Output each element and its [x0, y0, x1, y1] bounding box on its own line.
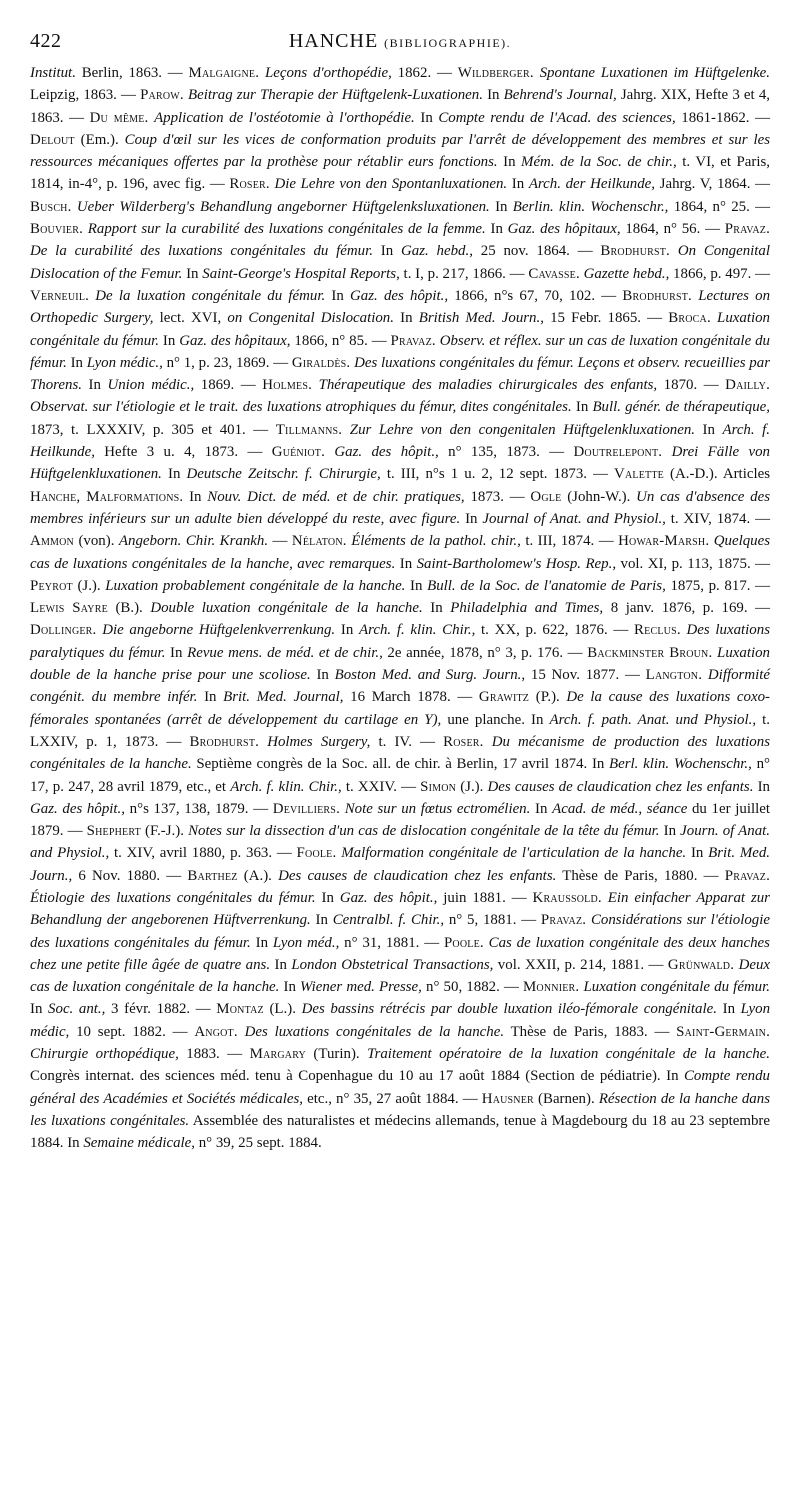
citation-text: In	[497, 154, 522, 171]
page-number: 422	[30, 30, 62, 52]
italic-title-text: Rapport sur la curabilité des luxations congénitales de la femme.	[87, 221, 486, 238]
italic-title-text: Zur Lehre von den congenitalen Hüftgelenkluxationen.	[349, 421, 695, 438]
citation-text: Thèse de Paris, 1880. —	[556, 867, 725, 884]
citation-text: juin 1881. —	[437, 889, 533, 906]
italic-title-text: Lectures on Orthopedic Surgery,	[30, 287, 771, 327]
citation-text: Congrès internat. des sciences méd. tenu à Copenhague du 10 au 17 août 1884 (Section de pédiatrie). In	[30, 1068, 684, 1085]
author-name: Barthez	[187, 867, 238, 884]
italic-title-text: Coup d'œil sur les vices de conformation produits par l'arrêt de développement des membres et sur les ressources mécaniques offertes par la prothèse pour rétablir eurs fonctions.	[30, 131, 770, 171]
italic-title-text: Holmes Surgery,	[267, 733, 371, 750]
italic-title-text: Bull. génér. de thérapeutique,	[592, 399, 770, 416]
citation-text: In	[335, 622, 359, 639]
author-name: Valette	[614, 466, 664, 483]
citation-text	[662, 444, 671, 460]
page-header	[30, 22, 770, 62]
citation-text: 1866, n° 85. —	[290, 332, 391, 349]
citation-text: Assemblée des naturalistes et médecins allemands, tenue à Magdebourg du 18 au 23 septembre 1884. In	[30, 1112, 770, 1152]
citation-text: 1862. —	[391, 65, 458, 81]
author-name: Foole.	[296, 845, 337, 862]
citation-text: une planche. In	[441, 711, 550, 728]
author-name: Malgaigne.	[188, 65, 260, 81]
italic-title-text: Ueber Wilderberg's Behandlung angeborner Hüftgelenksluxationen.	[76, 198, 490, 215]
citation-text: In	[250, 934, 273, 951]
italic-title-text: Arch. der Heilkunde,	[528, 176, 656, 193]
author-name: Cavasse.	[528, 265, 580, 282]
italic-title-text: Deux cas de luxation congénitale de la hanche.	[30, 956, 771, 996]
italic-title-text: Des luxations congénitales de la hanche.	[244, 1023, 505, 1040]
italic-title-text: Éléments de la pathol. chir.,	[351, 533, 521, 550]
citation-text: In	[66, 354, 87, 371]
citation-text: In	[485, 221, 508, 238]
author-name: Nélaton.	[291, 533, 347, 550]
citation-text: In	[460, 510, 483, 527]
citation-text: 1870. —	[657, 377, 726, 394]
italic-title-text: Un cas d'absence des membres inférieurs sur un adulte bien développé du reste, avec figure.	[30, 488, 770, 527]
italic-title-text: Ein einfacher Apparat zur Behandlung der angeborenen Hüftverrenkung.	[30, 889, 770, 929]
italic-title-text: Mém. de la Soc. de chir.,	[521, 154, 677, 171]
italic-title-text: Nouv. Dict. de méd. et de chir. pratiques,	[207, 488, 465, 505]
italic-title-text: Union médic.,	[107, 377, 195, 394]
italic-title-text: Journal of Anat. and Physiol.,	[482, 510, 666, 527]
citation-text: 10 sept. 1882. —	[69, 1023, 195, 1040]
author-name: Busch.	[30, 198, 72, 215]
citation-text: In	[422, 600, 451, 617]
citation-text: (von).	[73, 533, 119, 550]
italic-title-text: Bull. de la Soc. de l'anatomie de Paris,	[427, 577, 666, 594]
citation-text: 16 March 1878. —	[343, 689, 479, 706]
author-name: Reclus.	[634, 622, 681, 639]
italic-title-text: Compte rendu de l'Acad. des sciences,	[438, 109, 676, 126]
running-head-subtitle: (BIBLIOGRAPHIE).	[384, 36, 512, 50]
citation-text: In	[395, 555, 417, 572]
citation-text: 15 Febr. 1865. —	[543, 310, 669, 327]
citation-text: t. XXIV. —	[341, 778, 421, 795]
citation-text: (A.).	[237, 867, 279, 884]
citation-text: In	[197, 689, 224, 706]
citation-text: 1866, n°s 67, 70, 102. —	[448, 287, 623, 304]
citation-text: t. IV. —	[370, 733, 444, 750]
author-name: Broca.	[668, 310, 711, 327]
citation-text: In	[489, 198, 513, 215]
author-name: Guéniot.	[271, 444, 326, 461]
citation-text: 1861-1862. —	[675, 109, 770, 126]
italic-title-text: Des causes de claudication chez les enfants.	[487, 778, 754, 795]
italic-title-text: Luxation double de la hanche prise pour une scoliose.	[30, 644, 770, 684]
citation-text: (B.).	[107, 600, 151, 617]
citation-text: In	[372, 243, 402, 260]
citation-text: etc., n° 35, 27 août 1884. —	[303, 1090, 482, 1107]
italic-title-text: Gaz. des hôpitaux,	[179, 332, 291, 349]
citation-text: 8 janv. 1876, p. 169. —	[603, 600, 771, 617]
italic-title-text: Application de l'ostéotomie à l'orthopédie.	[154, 109, 415, 126]
citation-text: Berlin, 1863. —	[75, 65, 189, 81]
citation-text: Septième congrès de la Soc. all. de chir. à Berlin, 17 avril 1874. In	[191, 756, 610, 773]
citation-text	[342, 422, 350, 438]
author-name: Brodhurst.	[622, 287, 692, 304]
citation-text: t. XIV, 1874. —	[665, 510, 770, 527]
italic-title-text: London Obstetrical Transactions,	[291, 956, 494, 973]
italic-title-text: Angeborn. Chir. Krankh.	[118, 533, 269, 550]
italic-title-text: Semaine médicale,	[83, 1135, 195, 1152]
author-name: Dollinger.	[30, 622, 97, 639]
italic-title-text: Difformité congénit. du membre infér.	[30, 667, 770, 706]
citation-text: t. LXXIV, p. 1, 1873. —	[30, 711, 770, 750]
italic-title-text: Gaz. des hôpit.,	[30, 800, 125, 817]
citation-text: 1883. —	[178, 1046, 250, 1063]
citation-text: t. III, 1874. —	[520, 533, 619, 550]
citation-text: t. VI, et Paris, 1814, in-4°, p. 196, avec fig. —	[30, 154, 771, 193]
italic-title-text: Arch. f. Heilkunde,	[30, 421, 770, 461]
italic-title-text: Revue mens. de méd. et de chir.,	[187, 644, 383, 661]
italic-title-text: Die angeborne Hüftgelenkverrenkung.	[102, 622, 336, 639]
citation-text: t. XX, p. 622, 1876. —	[475, 622, 635, 639]
citation-text: n° 5, 1881. —	[444, 912, 541, 929]
citation-text: In	[30, 1001, 49, 1018]
author-name: Devilliers.	[272, 800, 340, 817]
italic-title-text: Luxation congénitale du fémur.	[30, 310, 770, 349]
author-name: Ogle	[530, 488, 562, 505]
citation-text: du 1er juillet 1879. —	[30, 800, 770, 840]
citation-text: In	[530, 800, 553, 817]
citation-text: n° 135, 1873. —	[438, 444, 574, 461]
author-name: Doutrelepont.	[573, 444, 663, 461]
citation-text: n° 39, 25 sept. 1884.	[195, 1135, 322, 1152]
author-name: Giraldès.	[291, 354, 351, 371]
citation-text: (A.-D.). Articles	[663, 466, 770, 483]
citation-text: lect. XVI,	[153, 310, 228, 327]
citation-text: 3 févr. 1882. —	[105, 1001, 217, 1018]
italic-title-text: Brit. Med. Journal,	[223, 689, 344, 706]
citation-text: 6 Nov. 1880. —	[72, 867, 188, 884]
bibliography-paragraph	[30, 62, 770, 1155]
italic-title-text: Arch. f. klin. Chir.,	[230, 778, 342, 795]
citation-text: —	[268, 533, 292, 550]
italic-title-text: Note sur un fœtus ectromélien.	[344, 800, 531, 817]
citation-text: 1866, p. 497. —	[669, 265, 770, 282]
author-name: Monnier.	[522, 979, 580, 996]
citation-text: n° 17, p. 247, 28 avril 1879, etc., et	[30, 756, 770, 795]
citation-text: (L.).	[263, 1001, 302, 1018]
author-name: Roser.	[443, 733, 484, 750]
running-head-title: HANCHE	[288, 30, 379, 52]
citation-text: Jahrg. XIX, Hefte 3 et 4, 1863. —	[30, 87, 770, 126]
italic-title-text: De la curabilité des luxations congénitales du fémur.	[30, 243, 373, 260]
author-name: Delout	[30, 131, 75, 148]
citation-text: In	[82, 377, 108, 394]
italic-title-text: Spontane Luxationen im Hüftgelenke.	[539, 65, 771, 81]
citation-text: In	[183, 488, 208, 505]
author-name: Dailly.	[725, 377, 771, 394]
italic-title-text: Des luxations congénitales du fémur. Leçons et observ. recueillies par Thorens.	[30, 354, 770, 394]
citation-text: 1869. —	[194, 377, 263, 394]
italic-title-text: Arch. f. klin. Chir.,	[359, 622, 476, 639]
citation-text: In	[279, 979, 301, 996]
author-name: Du même.	[89, 109, 149, 126]
citation-text: t. I, p. 217, 1866. —	[399, 265, 529, 282]
italic-title-text: Des causes de claudication chez les enfants.	[278, 867, 557, 884]
author-name: Simon	[420, 778, 457, 795]
citation-text	[325, 444, 334, 460]
italic-title-text: Centralbl. f. Chir.,	[332, 912, 445, 929]
citation-text: (F.-J.).	[140, 823, 189, 840]
italic-title-text: Lyon médic.,	[86, 354, 163, 371]
author-name: Ammon	[30, 533, 74, 550]
italic-title-text: Brit. Med. Journ.,	[30, 845, 771, 884]
citation-text: In	[270, 956, 292, 973]
author-name: Howar-Marsh.	[618, 533, 710, 550]
italic-title-text: Soc. ant.,	[48, 1001, 106, 1018]
citation-text: In	[482, 87, 504, 104]
citation-text: In	[686, 845, 709, 862]
italic-title-text: Deutsche Zeitschr. f. Chirurgie,	[186, 466, 381, 483]
italic-title-text: Gaz. des hôpit.,	[350, 287, 449, 304]
author-name: Hanche, Malformations.	[30, 488, 184, 505]
citation-text: In	[165, 644, 188, 661]
citation-text: t. III, n°s 1 u. 2, 12 sept. 1873. —	[380, 466, 615, 483]
italic-title-text: Saint-George's Hospital Reports,	[202, 265, 400, 282]
citation-text: In	[753, 778, 770, 795]
citation-text: 25 nov. 1864. —	[472, 243, 601, 260]
author-name: Langton.	[645, 667, 703, 684]
italic-title-text: Luxation probablement congénitale de la hanche.	[105, 577, 406, 594]
citation-text: 1873, t. LXXXIV, p. 305 et 401. —	[30, 421, 276, 438]
citation-text: (Em.).	[74, 131, 125, 148]
citation-text: (Barnen).	[533, 1090, 599, 1107]
italic-title-text: Acad. de méd., séance	[552, 800, 688, 817]
citation-text: In	[659, 823, 681, 840]
author-name: Holmes.	[262, 377, 313, 394]
author-name: Pravaz.	[724, 867, 771, 884]
citation-text: n°s 137, 138, 1879. —	[124, 800, 273, 817]
document-page	[30, 22, 770, 1155]
italic-title-text: Drei Fälle von Hüftgelenkluxationen.	[30, 444, 770, 483]
italic-title-text: Observ. et réflex. sur un cas de luxation congénitale du fémur.	[30, 332, 770, 371]
italic-title-text: Gaz. des hôpit.,	[334, 444, 439, 461]
italic-title-text: Quelques cas de luxations congénitales de la hanche, avec remarques.	[30, 533, 771, 572]
author-name: Brodhurst.	[600, 243, 670, 260]
italic-title-text: Luxation congénitale du fémur.	[583, 979, 770, 996]
citation-text: In	[315, 889, 340, 906]
citation-text: In	[310, 667, 335, 684]
citation-text: 15 Nov. 1877. —	[525, 667, 646, 684]
author-name: Saint-Germain.	[676, 1023, 770, 1040]
citation-text: vol. XI, p. 113, 1875. —	[616, 555, 771, 572]
author-name: Hausner	[481, 1090, 534, 1107]
citation-text: vol. XXII, p. 214, 1881. —	[493, 956, 668, 973]
author-name: Grünwald.	[667, 956, 735, 973]
citation-text: In	[310, 912, 333, 929]
italic-title-text: Cas de luxation congénitale des deux hanches chez une petite fille âgée de quatre ans.	[30, 934, 770, 973]
italic-title-text: Lyon méd.,	[272, 934, 340, 951]
citation-text: Jahrg. V, 1864. —	[655, 176, 770, 193]
italic-title-text: Behrend's Journal,	[503, 87, 617, 104]
italic-title-text: Gaz. des hôpit.,	[339, 889, 438, 906]
running-head	[30, 30, 770, 53]
citation-text: 2e année, 1878, n° 3, p. 176. —	[382, 644, 588, 661]
citation-text: Thèse de Paris, 1883. —	[504, 1023, 677, 1040]
author-name: Kraussold.	[532, 889, 602, 906]
citation-text: Hefte 3 u. 4, 1873. —	[94, 444, 272, 461]
italic-title-text: Double luxation congénitale de la hanche.	[150, 600, 423, 617]
author-name: Brodhurst.	[189, 733, 260, 750]
citation-text: 1864, n° 56. —	[620, 221, 725, 238]
italic-title-text: Arch. f. path. Anat. und Physiol.,	[549, 711, 757, 728]
author-name: Pravaz.	[540, 912, 587, 929]
citation-text: In	[325, 287, 351, 304]
author-name: Roser.	[229, 176, 270, 193]
author-name: Lewis Sayre	[30, 600, 108, 617]
author-name: Poole.	[443, 934, 484, 951]
citation-text: (P.).	[529, 689, 567, 706]
italic-title-text: Observat. sur l'étiologie et le trait. des luxations atrophiques du fémur, dites congénitales.	[30, 399, 572, 416]
citation-text: n° 50, 1882. —	[421, 979, 523, 996]
author-name: Bouvier.	[30, 221, 84, 238]
italic-title-text: Leçons d'orthopédie,	[264, 65, 392, 81]
citation-text: In	[414, 109, 439, 126]
citation-text: 1864, n° 25. —	[668, 198, 770, 215]
citation-text: In	[159, 332, 180, 349]
italic-title-text: On Congenital Dislocation of the Femur.	[30, 243, 771, 282]
citation-text: In	[507, 176, 529, 193]
citation-text: n° 31, 1881. —	[339, 934, 444, 951]
italic-title-text: Philadelphia and Times,	[450, 600, 604, 617]
author-name: Margary	[249, 1046, 306, 1063]
italic-title-text: Gaz. des hôpitaux,	[507, 221, 621, 238]
italic-title-text: Institut.	[30, 65, 76, 81]
citation-text: In	[695, 421, 723, 438]
citation-text: In	[405, 577, 428, 594]
italic-title-text: Chirurgie orthopédique,	[30, 1046, 179, 1063]
citation-text: Leipzig, 1863. —	[30, 87, 141, 104]
citation-text: In	[161, 466, 187, 483]
italic-title-text: Compte rendu général des Académies et Sociétés médicales,	[30, 1068, 770, 1107]
author-name: Wildberger.	[457, 65, 534, 81]
author-name: Verneuil.	[30, 287, 90, 304]
citation-text: 1873. —	[464, 488, 531, 505]
author-name: Peyrot	[30, 577, 73, 594]
citation-text: n° 1, p. 23, 1869. —	[162, 354, 292, 371]
citation-text: (John-W.).	[561, 488, 637, 505]
italic-title-text: Notes sur la dissection d'un cas de dislocation congénitale de la tête du fémur.	[188, 823, 660, 840]
italic-title-text: Boston Med. and Surg. Journ.,	[334, 667, 526, 684]
italic-title-text: Beitrag zur Therapie der Hüftgelenk-Luxationen.	[187, 87, 483, 104]
italic-title-text: Wiener med. Presse,	[300, 979, 422, 996]
italic-title-text: De la luxation congénitale du fémur.	[95, 287, 326, 304]
citation-text: In	[716, 1001, 741, 1018]
citation-text: (J.).	[456, 778, 488, 795]
italic-title-text: Résection de la hanche dans les luxations congénitales.	[30, 1090, 770, 1129]
author-name: Pravaz.	[390, 332, 436, 349]
italic-title-text: Traitement opératoire de la luxation congénitale de la hanche.	[367, 1046, 771, 1063]
citation-text	[484, 734, 492, 750]
citation-text	[238, 1024, 245, 1040]
italic-title-text: on Congenital Dislocation.	[227, 310, 394, 327]
citation-text	[670, 243, 678, 259]
author-name: Montaz	[216, 1001, 264, 1018]
citation-text: (Turin).	[305, 1046, 368, 1063]
italic-title-text: Du mécanisme de production des luxations congénitales de la hanche.	[30, 733, 770, 773]
italic-title-text: De la cause des luxations coxo-fémorales spontanées (arrêt de développement du cartilage en Y),	[30, 689, 770, 728]
italic-title-text: British Med. Journ.,	[418, 310, 544, 327]
citation-text: 1875, p. 817. —	[665, 577, 771, 594]
italic-title-text: Étiologie des luxations congénitales du fémur.	[30, 889, 316, 906]
italic-title-text: Lyon médic,	[30, 1001, 771, 1040]
citation-text: (J.).	[72, 577, 106, 594]
italic-title-text: Considérations sur l'étiologie des luxations congénitales du fémur.	[30, 912, 771, 951]
italic-title-text: Thérapeutique des maladies chirurgicales des enfants,	[318, 377, 658, 394]
citation-text: In	[182, 265, 203, 282]
author-name: Backminster Broun.	[587, 644, 713, 661]
author-name: Tillmanns.	[275, 421, 343, 438]
italic-title-text: Des luxations paralytiques du fémur.	[30, 622, 770, 661]
italic-title-text: Berlin. klin. Wochenschr.,	[512, 198, 669, 215]
author-name: Parow.	[140, 87, 184, 104]
citation-text: In	[393, 310, 419, 327]
italic-title-text: Berl. klin. Wochenschr.,	[609, 756, 752, 773]
italic-title-text: Des bassins rétrécis par double luxation iléo-fémorale congénitale.	[301, 1001, 717, 1018]
italic-title-text: Gaz. hebd.,	[401, 243, 473, 260]
italic-title-text: Die Lehre von den Spontanluxationen.	[274, 176, 508, 193]
italic-title-text: Gazette hebd.,	[583, 265, 670, 282]
italic-title-text: Saint-Bartholomew's Hosp. Rep.,	[416, 555, 617, 572]
citation-text: In	[571, 399, 593, 416]
author-name: Grawitz	[478, 689, 530, 706]
italic-title-text: Malformation congénitale de l'articulation de la hanche.	[341, 845, 687, 862]
italic-title-text: Journ. of Anat. and Physiol.,	[30, 823, 771, 862]
citation-text	[259, 734, 267, 750]
author-name: Angot.	[194, 1023, 238, 1040]
author-name: Pravaz.	[724, 221, 771, 238]
citation-text: t. XIV, avril 1880, p. 363. —	[109, 845, 297, 862]
author-name: Shephert	[86, 823, 141, 840]
